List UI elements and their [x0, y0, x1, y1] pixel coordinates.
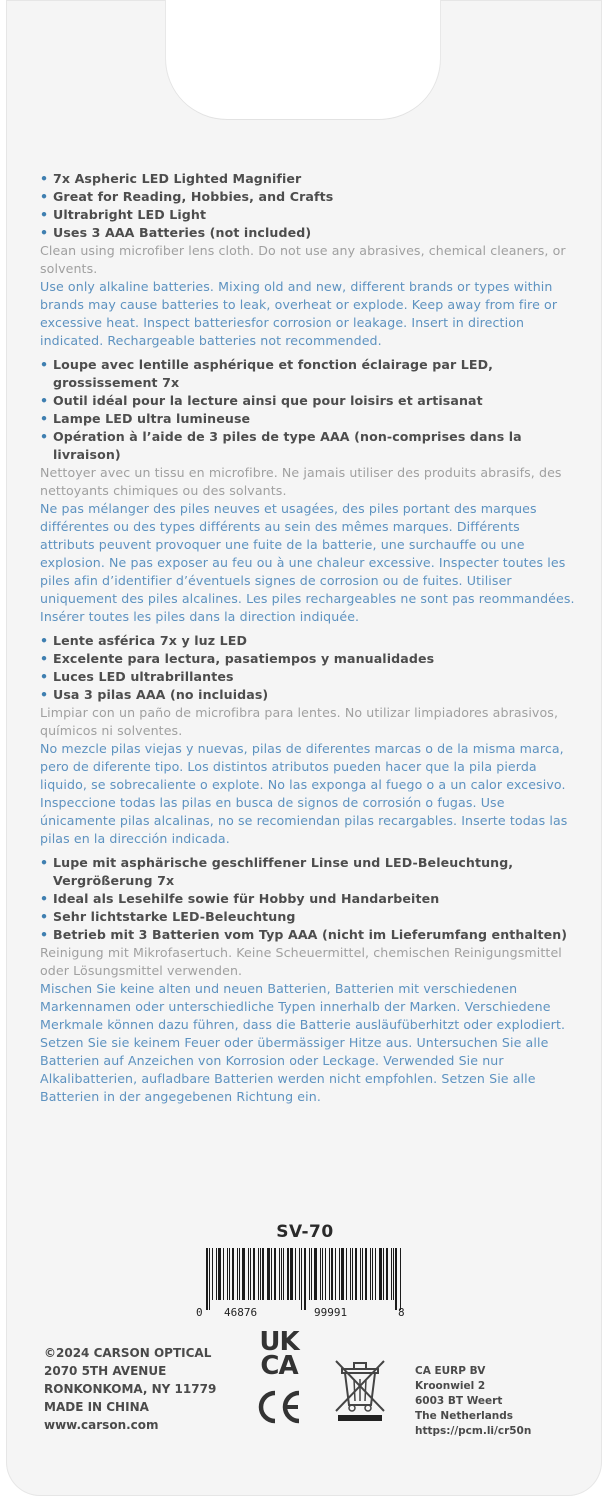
- country-of-origin: MADE IN CHINA: [44, 1400, 149, 1414]
- barcode-bar: [239, 1248, 240, 1300]
- barcode-digit-first: 0: [196, 1306, 203, 1319]
- barcode-icon: [206, 1248, 402, 1310]
- barcode-bar: [250, 1248, 251, 1300]
- barcode-bar: [229, 1248, 230, 1300]
- barcode-bar: [365, 1248, 367, 1300]
- section-french: [40, 356, 575, 626]
- barcode-bar: [314, 1248, 317, 1300]
- list-item: • Sehr lichtstarke LED-Beleuchtung: [40, 908, 575, 926]
- section-english: [40, 170, 575, 350]
- barcode-bar: [206, 1248, 208, 1310]
- barcode-bar: [283, 1248, 284, 1300]
- list-item: • Outil idéal pour la lecture ainsi que pour loisirs et artisanat: [40, 392, 575, 410]
- list-item: • Opération à l’aide de 3 piles de type AAA (non-comprises dans la livraison): [40, 428, 575, 464]
- barcode-bar: [218, 1248, 221, 1300]
- eu-rep-line: 6003 BT Weert: [415, 1395, 503, 1407]
- barcode-bar: [372, 1248, 373, 1300]
- barcode-bar: [271, 1248, 272, 1300]
- care-text-english: Clean using microfiber lens cloth. Do not use any abrasives, chemical cleaners, or solvents.: [40, 243, 566, 276]
- eu-rep-line: The Netherlands: [415, 1410, 514, 1422]
- barcode-bar: [335, 1248, 336, 1300]
- barcode-bar: [325, 1248, 327, 1300]
- list-item: • Excelente para lectura, pasatiempos y manualidades: [40, 650, 575, 668]
- barcode-group-right: 99991: [314, 1306, 348, 1319]
- barcode-bar: [260, 1248, 261, 1300]
- list-item: • Lente asférica 7x y luz LED: [40, 632, 575, 650]
- barcode-bar: [329, 1248, 330, 1300]
- barcode-bar: [295, 1248, 296, 1300]
- barcode-bar: [287, 1248, 289, 1300]
- barcode-bar: [301, 1248, 303, 1310]
- ukca-bottom: CA: [260, 1351, 298, 1381]
- barcode-bar: [360, 1248, 361, 1300]
- city-address: RONKONKOMA, NY 11779: [44, 1382, 217, 1396]
- barcode-bar: [322, 1248, 323, 1300]
- eu-rep-url: https://pcm.li/cr50n: [415, 1425, 532, 1437]
- battery-warning-spanish: No mezcle pilas viejas y nuevas, pilas de diferentes marcas o de la misma marca, pero de diferente tipo. Los distintos atributos pueden hacer que la pila pierda liquido, se sobrecaliente o explote. No las exponga al fuego o a un calor excesivo. Inspeccione todas las pilas en busca de signos de corrosión o fugas. Use únicamente pilas alcalinas, no se recomiendan pilas recargables. Inserte todas las pilas en la dirección indicada.: [40, 741, 568, 846]
- ce-mark-icon: [255, 1388, 325, 1430]
- barcode-bar: [223, 1248, 224, 1300]
- barcode-bar: [253, 1248, 255, 1300]
- barcode-bar: [362, 1248, 363, 1300]
- section-spanish: [40, 632, 575, 848]
- section-german: [40, 854, 575, 1106]
- list-item: • Usa 3 pilas AAA (no incluidas): [40, 686, 575, 704]
- feature-list-german: [40, 854, 575, 944]
- barcode-bar: [346, 1248, 348, 1300]
- feature-list-french: [40, 356, 575, 464]
- battery-warning-english: Use only alkaline batteries. Mixing old and new, different brands or types within brands may cause batteries to leak, overheat or explode. Keep away from fire or excessive heat. Inspect batteriesfor corrosion or leakage. Insert in direction indicated. Rechargeable batteries not recommended.: [40, 279, 558, 348]
- barcode-bar: [267, 1248, 270, 1300]
- barcode-bar: [290, 1248, 293, 1300]
- ukca-mark: [255, 1327, 303, 1381]
- barcode-bar: [212, 1248, 213, 1300]
- barcode-bar: [355, 1248, 357, 1300]
- barcode-bar: [299, 1248, 300, 1300]
- care-text-german: Reinigung mit Mikrofasertuch. Keine Scheuermittel, chemischen Reinigungsmittel oder Lösungsmittel verwenden.: [40, 945, 562, 978]
- barcode-bar: [352, 1248, 353, 1300]
- list-item: • Uses 3 AAA Batteries (not included): [40, 224, 575, 242]
- barcode-bar: [279, 1248, 280, 1300]
- barcode-bar: [350, 1248, 351, 1300]
- battery-warning-french: Ne pas mélanger des piles neuves et usagées, des piles portant des marques différentes ou des types différents au sein des mêmes marques. Différents attributs peuvent provoquer une fuite de la batterie, une surchauffe ou une explosion. Ne pas exposer au feu ou à une chaleur excessive. Inspecter toutes les piles afin d’identifier d’éventuels signes de corrosion ou de fuites. Utiliser uniquement des piles alcalines. Les piles rechargeables ne sont pas reommandées. Insérer toutes les piles dans la direction indiquée.: [40, 501, 575, 624]
- feature-list-spanish: [40, 632, 575, 704]
- eu-rep-line: Kroonwiel 2: [415, 1380, 486, 1392]
- list-item: • Lampe LED ultra lumineuse: [40, 410, 575, 428]
- barcode-bar: [339, 1248, 340, 1300]
- company-address: [44, 1344, 244, 1434]
- certification-marks: [255, 1327, 325, 1430]
- barcode-bar: [320, 1248, 321, 1300]
- barcode-bar: [309, 1248, 310, 1300]
- list-item: • Loupe avec lentille asphérique et fonction éclairage par LED, grossissement 7x: [40, 356, 575, 392]
- list-item: • 7x Aspheric LED Lighted Magnifier: [40, 170, 575, 188]
- barcode-bar: [227, 1248, 228, 1300]
- website-text: www.carson.com: [44, 1418, 159, 1432]
- barcode-bar: [209, 1248, 210, 1310]
- crossed-bin-icon: [332, 1357, 388, 1427]
- barcode-bar: [379, 1248, 382, 1300]
- eu-rep-line: CA EURP BV: [415, 1365, 486, 1377]
- list-item: • Great for Reading, Hobbies, and Crafts: [40, 188, 575, 206]
- care-text-french: Nettoyer avec un tissu en microfibre. Ne jamais utiliser des produits abrasifs, des nettoyants chimiques ou des solvants.: [40, 465, 562, 498]
- barcode-bar: [395, 1248, 397, 1310]
- barcode-bar: [400, 1248, 401, 1310]
- list-item: • Lupe mit asphärische geschliffener Linse und LED-Beleuchtung, Vergrößerung 7x: [40, 854, 575, 890]
- barcode-bar: [232, 1248, 234, 1300]
- barcode-bar: [383, 1248, 384, 1300]
- model-number: SV-70: [276, 1222, 334, 1242]
- barcode-bar: [304, 1248, 306, 1310]
- barcode-group-left: 46876: [224, 1306, 258, 1319]
- eu-representative: [415, 1364, 585, 1439]
- barcode-bar: [242, 1248, 245, 1300]
- list-item: • Luces LED ultrabrillantes: [40, 668, 575, 686]
- barcode-bar: [248, 1248, 249, 1300]
- barcode-bar: [216, 1248, 218, 1300]
- ukca-top: UK: [259, 1327, 299, 1357]
- barcode-bar: [370, 1248, 372, 1300]
- barcode-bar: [331, 1248, 333, 1300]
- battery-warning-german: Mischen Sie keine alten und neuen Batterien, Batterien mit verschiedenen Markennamen oder unterschiedliche Typen innerhalb der Marken. Verschiedene Merkmale können dazu führen, dass die Batterie ausläufüberhitzt oder explodiert. Setzen Sie sie keinem Feuer oder übermässiger Hitze aus. Untersuchen Sie alle Batterien auf Anzeichen von Korrosion oder Leckage. Verwended Sie nur Alkalibatterien, aufladbare Batterien werden nicht empfohlen. Setzen Sie alle Batterien in der angegebenen Richtung ein.: [40, 981, 566, 1104]
- list-item: • Betrieb mit 3 Batterien vom Typ AAA (nicht im Lieferumfang enthalten): [40, 926, 575, 944]
- care-text-spanish: Limpiar con un paño de microfibra para lentes. No utilizar limpiadores abrasivos, químicos ni solventes.: [40, 705, 559, 738]
- hang-tab-cutout: [165, 0, 441, 120]
- barcode-bar: [391, 1248, 392, 1300]
- barcode-digit-last: 8: [398, 1306, 405, 1319]
- instructions-block: [40, 170, 575, 1112]
- barcode-bar: [281, 1248, 282, 1300]
- barcode-bar: [258, 1248, 259, 1300]
- barcode-bar: [375, 1248, 376, 1300]
- street-address: 2070 5TH AVENUE: [44, 1364, 167, 1378]
- list-item: • Ideal als Lesehilfe sowie für Hobby und Handarbeiten: [40, 890, 575, 908]
- barcode-bar: [262, 1248, 264, 1300]
- feature-list-english: [40, 170, 575, 242]
- list-item: • Ultrabright LED Light: [40, 206, 575, 224]
- barcode-bar: [393, 1248, 394, 1300]
- barcode-bar: [341, 1248, 344, 1300]
- barcode-bar: [274, 1248, 276, 1300]
- barcode-bar: [237, 1248, 239, 1300]
- barcode-bar: [311, 1248, 312, 1300]
- copyright-text: ©2024 CARSON OPTICAL: [44, 1346, 212, 1360]
- barcode-bar: [386, 1248, 388, 1300]
